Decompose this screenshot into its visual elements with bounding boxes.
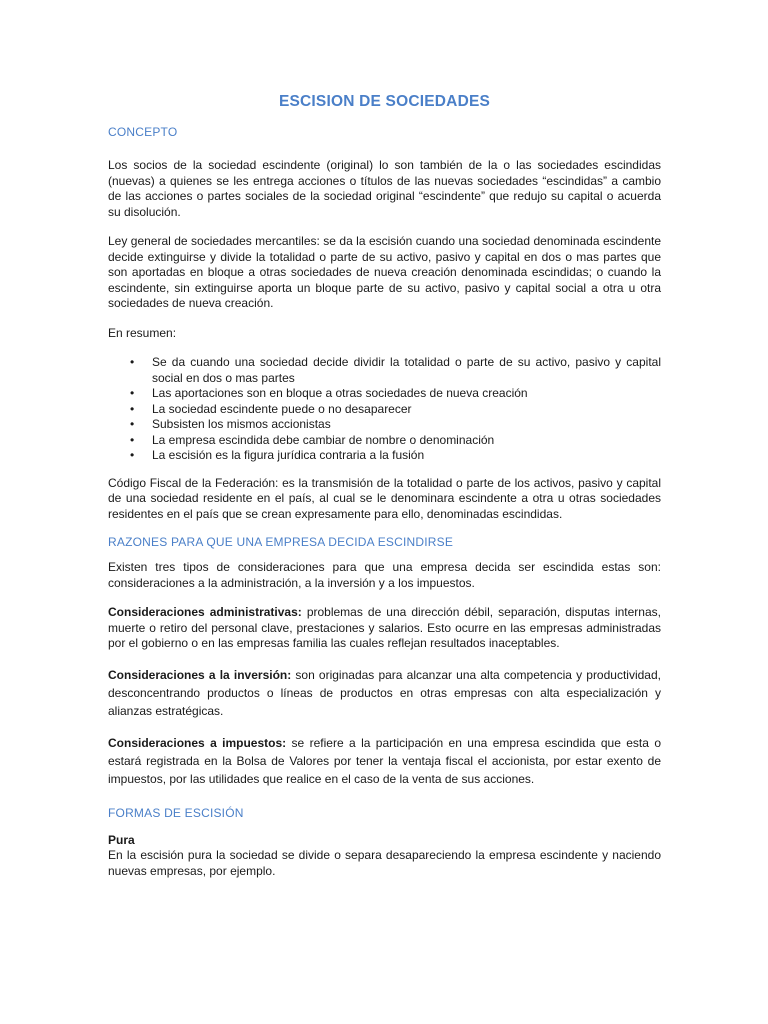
document-page — [108, 92, 661, 879]
list-item-text: La sociedad escindente puede o no desaparecer — [152, 401, 412, 416]
bullet-icon: • — [130, 401, 135, 416]
list-item — [108, 402, 661, 418]
list-item — [108, 386, 661, 402]
list-item-text: La escisión es la figura jurídica contraria a la fusión — [152, 448, 425, 462]
list-item-text: Las aportaciones son en bloque a otras sociedades de nueva creación — [152, 386, 528, 400]
paragraph-consideraciones-administrativas — [108, 605, 661, 652]
list-item — [108, 355, 661, 386]
document-title: ESCISION DE SOCIEDADES — [278, 93, 491, 110]
list-item — [108, 448, 661, 464]
list-item-text: La empresa escindida debe cambiar de nombre o denominación — [152, 432, 495, 447]
text-impuestos: se refiere a la participación en una empresa escindida que esta o estará registrada en la Bolsa de Valores por tener la ventaja fiscal el accionista, por estar exento de impuestos, por las utilidades que realice en el caso de la venta de sus acciones. — [108, 735, 662, 786]
bullet-icon: • — [130, 432, 135, 447]
paragraph-en-resumen: En resumen: — [108, 325, 177, 340]
list-item — [108, 417, 661, 433]
section-heading-razones: RAZONES PARA QUE UNA EMPRESA DECIDA ESCINDIRSE — [108, 535, 454, 549]
summary-bullet-list — [108, 355, 661, 464]
bullet-icon: • — [130, 448, 135, 462]
section-heading-concepto: CONCEPTO — [108, 125, 178, 139]
bullet-icon: • — [130, 417, 135, 431]
list-item — [108, 433, 661, 449]
text-inversion: son originadas para alcanzar una alta competencia y productividad, desconcentrando productos o líneas de productos en otras empresas con alta especialización y alianzas estratégicas. — [108, 667, 661, 718]
paragraph-socios: Los socios de la sociedad escindente (original) lo son también de la o las sociedades escindidas (nuevas) a quienes se les entrega acciones o títulos de las nuevas sociedades “escindidas” a cambio de las acciones o partes sociales de la sociedad original “escindente” que redujo su capital o acuerda su disolución. — [108, 158, 661, 219]
section-heading-formas: FORMAS DE ESCISIÓN — [108, 805, 244, 820]
paragraph-razones-intro: Existen tres tipos de consideraciones para que una empresa decida ser escindida estas son: consideraciones a la administración, a la inversión y a los impuestos. — [108, 560, 661, 590]
text-administrativas: problemas de una dirección débil, separación, disputas internas, muerte o retiro del personal clave, prestaciones y salarios. Esto ocurre en las empresas administradas por el gobierno o en las empresas familia las cuales reflejan resultados inaceptables. — [108, 605, 661, 650]
term-inversion: Consideraciones a la inversión: — [108, 667, 292, 682]
paragraph-consideraciones-impuestos — [108, 734, 661, 788]
paragraph-ley-general: Ley general de sociedades mercantiles: se da la escisión cuando una sociedad denominada escindente decide extinguirse y divide la totalidad o parte de su activo, pasivo y capital en dos o mas partes que son aportadas en bloque a otras sociedades de nueva creación denominada escindidas; o cuando la escindente, sin extinguirse aporta un bloque parte de su activo, pasivo y capital social a otra u otra sociedades de nueva creación. — [108, 234, 661, 310]
paragraph-codigo-fiscal: Código Fiscal de la Federación: es la transmisión de la totalidad o parte de los activos, pasivo y capital de una sociedad residente en el país, al cual se le denominara escindente a otra u otras sociedades residentes en el país que se crean expresamente para ello, denominadas escindidas. — [108, 475, 661, 521]
subheading-pura: Pura — [108, 832, 135, 847]
term-administrativas: Consideraciones administrativas: — [108, 605, 302, 619]
list-item-text: Se da cuando una sociedad decide dividir la totalidad o parte de su activo, pasivo y capital social en dos o mas partes — [152, 355, 661, 385]
bullet-icon: • — [130, 355, 135, 369]
term-impuestos: Consideraciones a impuestos: — [108, 735, 287, 750]
bullet-icon: • — [130, 386, 135, 400]
list-item-text: Subsisten los mismos accionistas — [152, 417, 331, 431]
paragraph-consideraciones-inversion — [108, 666, 661, 720]
paragraph-pura: En la escisión pura la sociedad se divide o separa desapareciendo la empresa escindente y naciendo nuevas empresas, por ejemplo. — [108, 848, 661, 878]
